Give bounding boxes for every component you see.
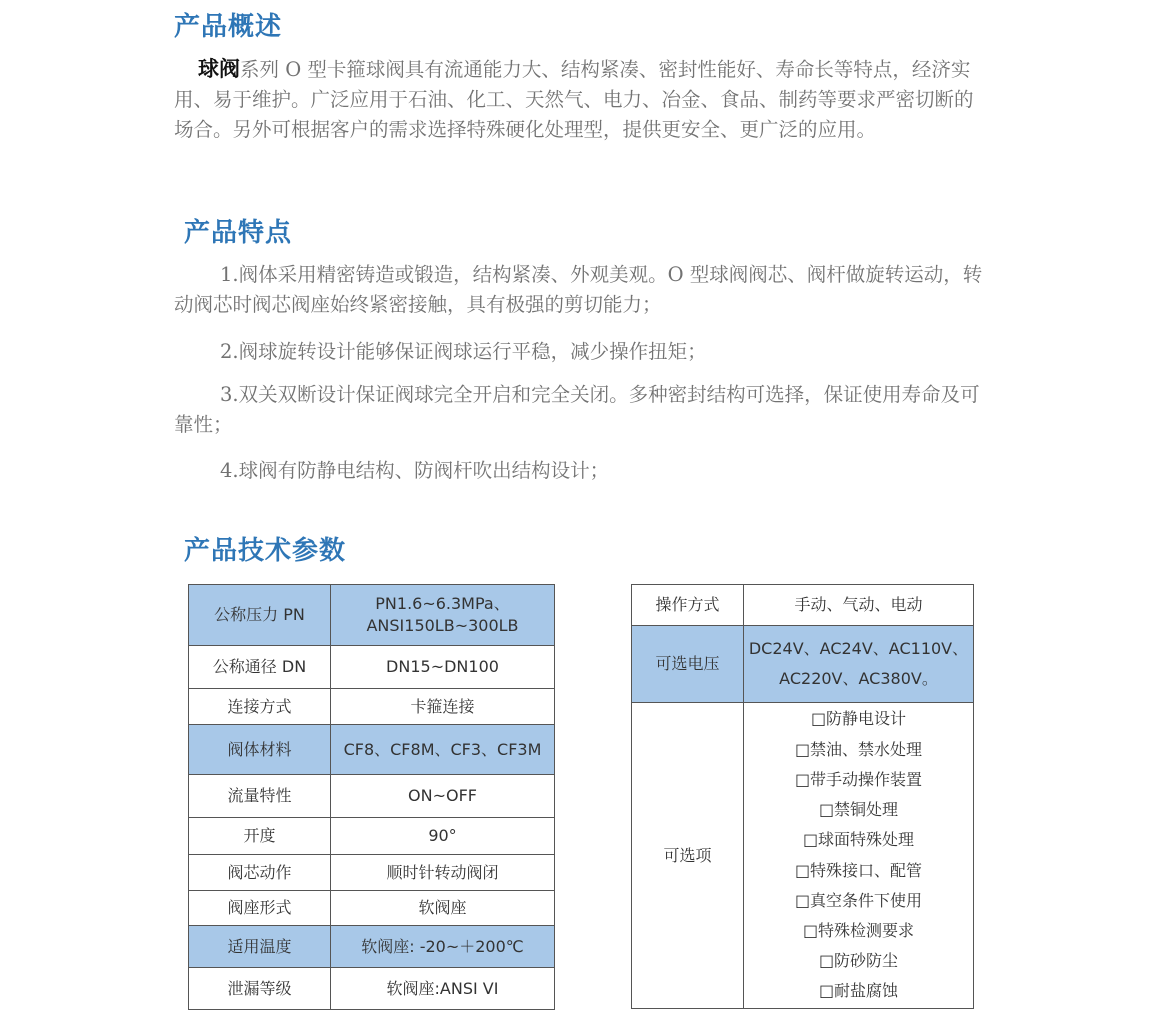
table-row <box>189 585 555 646</box>
spec-value-line: ANSI150LB~300LB <box>366 616 519 635</box>
spec-value: DN15~DN100 <box>331 646 555 689</box>
spec-value: 软阀座: -20~＋200℃ <box>331 926 555 968</box>
options-list <box>744 703 974 1009</box>
option-item: □禁油、禁水处理 <box>794 739 923 759</box>
spec-value: 卡箍连接 <box>331 689 555 725</box>
spec-value: 顺时针转动阀闭 <box>331 855 555 891</box>
option-item: □禁铜处理 <box>818 800 899 820</box>
spec-label: 可选电压 <box>632 626 744 703</box>
table-row <box>189 968 555 1010</box>
table-row <box>189 891 555 926</box>
spec-label: 可选项 <box>632 703 744 1009</box>
table-row <box>632 703 974 1009</box>
spec-value: 90° <box>331 818 555 855</box>
overview-lead-word: 球阀 <box>198 56 240 81</box>
spec-table-right <box>631 584 974 1009</box>
spec-value: ON~OFF <box>331 775 555 818</box>
table-row <box>189 855 555 891</box>
spec-label: 公称通径 DN <box>189 646 331 689</box>
spec-value-line: DC24V、AC24V、AC110V、 <box>748 639 969 658</box>
spec-label: 开度 <box>189 818 331 855</box>
table-row <box>189 725 555 775</box>
spec-label: 阀座形式 <box>189 891 331 926</box>
table-row <box>632 585 974 626</box>
spec-value-line: PN1.6~6.3MPa、 <box>375 594 510 613</box>
spec-value: CF8、CF8M、CF3、CF3M <box>331 725 555 775</box>
spec-label: 阀芯动作 <box>189 855 331 891</box>
option-item: □防砂防尘 <box>818 951 899 971</box>
table-row <box>189 646 555 689</box>
feature-item-2: 2.阀球旋转设计能够保证阀球运行平稳，减少操作扭矩； <box>220 340 707 363</box>
spec-label: 连接方式 <box>189 689 331 725</box>
table-row <box>189 926 555 968</box>
spec-table-left <box>188 584 555 1010</box>
option-item: □耐盐腐蚀 <box>818 981 899 1001</box>
overview-heading: 产品概述 <box>174 12 283 42</box>
spec-value: 手动、气动、电动 <box>744 585 974 626</box>
table-row <box>189 689 555 725</box>
spec-label: 泄漏等级 <box>189 968 331 1010</box>
overview-text: 系列 O 型卡箍球阀具有流通能力大、结构紧凑、密封性能好、寿命长等特点，经济实用、易于维护。广泛应用于石油、化工、天然气、电力、冶金、食品、制药等要求严密切断的场合。另外可根据客户的需求选择特殊硬化处理型，提供更安全、更广泛的应用。 <box>174 58 974 141</box>
spec-value: 软阀座 <box>331 891 555 926</box>
tech-params-heading: 产品技术参数 <box>184 536 347 566</box>
table-row <box>189 775 555 818</box>
option-item: □防静电设计 <box>810 709 907 729</box>
feature-item-1: 1.阀体采用精密铸造或锻造，结构紧凑、外观美观。O 型球阀阀芯、阀杆做旋转运动，转动阀芯时阀芯阀座始终紧密接触，具有极强的剪切能力； <box>174 263 983 316</box>
option-item: □球面特殊处理 <box>802 830 915 850</box>
spec-label: 适用温度 <box>189 926 331 968</box>
spec-label: 流量特性 <box>189 775 331 818</box>
spec-label: 操作方式 <box>632 585 744 626</box>
overview-paragraph <box>174 54 984 145</box>
option-item: □真空条件下使用 <box>794 890 923 910</box>
spec-label: 公称压力 PN <box>189 585 331 646</box>
option-item: □带手动操作装置 <box>794 769 923 789</box>
feature-item-3: 3.双关双断设计保证阀球完全开启和完全关闭。多种密封结构可选择，保证使用寿命及可靠性； <box>174 383 980 436</box>
spec-value: 软阀座:ANSI VI <box>331 968 555 1010</box>
spec-value <box>744 626 974 703</box>
features-heading: 产品特点 <box>184 218 293 248</box>
option-item: □特殊接口、配管 <box>794 860 923 880</box>
spec-value-line: AC220V、AC380V。 <box>779 669 938 688</box>
table-row <box>189 818 555 855</box>
spec-value <box>331 585 555 646</box>
table-row <box>632 626 974 703</box>
option-item: □特殊检测要求 <box>802 920 915 940</box>
feature-item-4: 4.球阀有防静电结构、防阀杆吹出结构设计； <box>220 459 610 482</box>
spec-label: 阀体材料 <box>189 725 331 775</box>
